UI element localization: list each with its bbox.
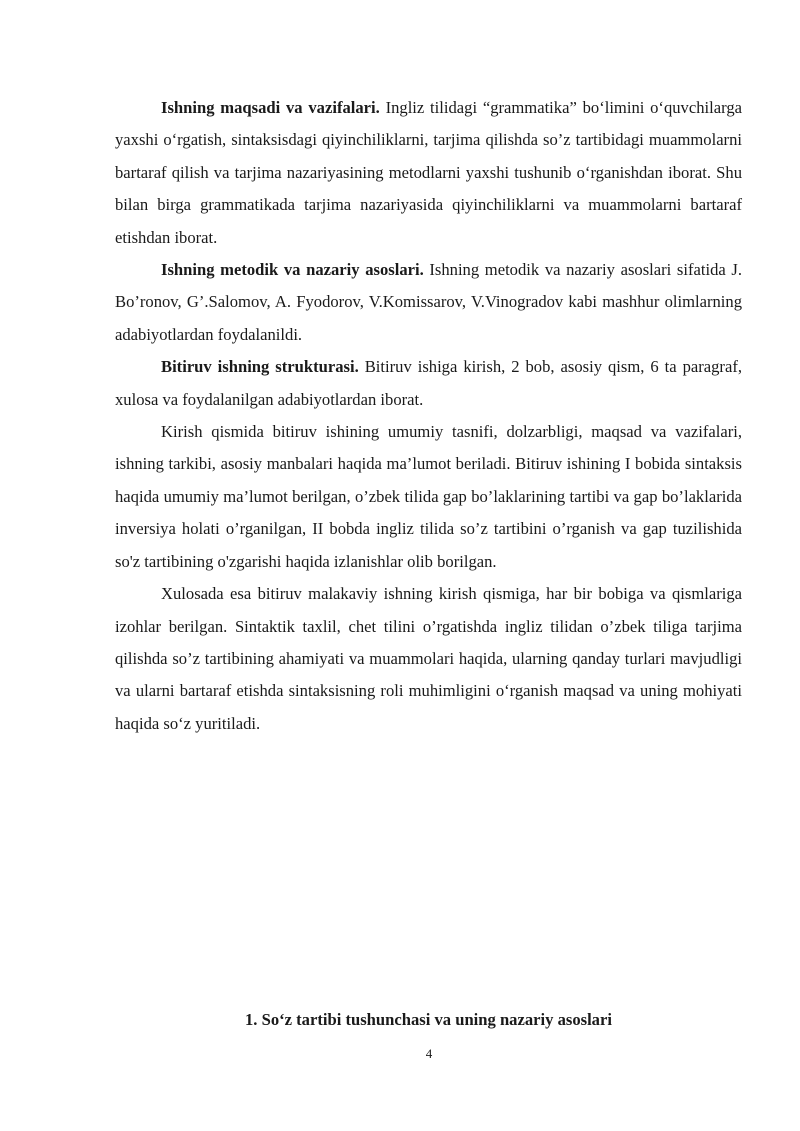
paragraph-heading: Bitiruv ishning strukturasi. — [161, 357, 359, 377]
paragraph-aims — [115, 92, 742, 254]
body-text — [115, 92, 742, 740]
section-heading: 1. So‘z tartibi tushunchasi va uning nazariy asoslari — [245, 1010, 612, 1029]
paragraph-text: Ingliz tilidagi “grammatika” bo‘limini o‘quvchilarga yaxshi o‘rgatish, sintaksisdagi qiyinchiliklarni, tarjima qilishda so’z tartibidagi muammolarni bartaraf qilish va tarjima nazariyasining metodlarni yaxshi tushunib o‘rganishdan iborat. Shu bilan birga grammatikada tarjima nazariyasida qiyinchiliklarni va muammolarni bartaraf etishdan iborat. — [115, 98, 742, 247]
paragraph-introduction — [115, 416, 742, 578]
page-number: 4 — [425, 1046, 433, 1061]
paragraph-text: Xulosada esa bitiruv malakaviy ishning kirish qismiga, har bir bobiga va qismlariga izohlar berilgan. Sintaktik taxlil, chet tilini o’rgatishda ingliz tilidan o’zbek tiliga tarjima qilishda so’z tartibining ahamiyati va muammolari haqida, ularning qanday turlari mavjudligi va ularni bartaraf etishda sintaksisning roli muhimligini o‘rganish maqsad va uning mohiyati haqida so‘z yuritiladi. — [115, 584, 742, 733]
paragraph-heading: Ishning maqsadi va vazifalari. — [161, 98, 380, 117]
paragraph-heading: Ishning metodik va nazariy asoslari. — [161, 260, 424, 280]
paragraph-structure — [115, 351, 742, 416]
paragraph-methodology — [115, 254, 742, 351]
paragraph-conclusion — [115, 578, 742, 740]
paragraph-text: Kirish qismida bitiruv ishining umumiy tasnifi, dolzarbligi, maqsad va vazifalari, ishning tarkibi, asosiy manbalari haqida ma’lumot beriladi. Bitiruv ishining I bobida sintaksis haqida umumiy ma’lumot berilgan, o’zbek tilida gap bo’laklarining tartibi va gap bo’laklarida inversiya holati o’rganilgan, II bobda ingliz tilida so’z tartibini o’rganish va gap tuzilishida so'z tartibining o'zgarishi haqida izlanishlar olib borilgan. — [115, 422, 742, 571]
paragraph-text: Bitiruv ishiga kirish, 2 bob, asosiy qism, 6 ta paragraf, xulosa va foydalanilgan adabiyotlardan iborat. — [115, 357, 742, 409]
paragraph-text: Ishning metodik va nazariy asoslari sifatida J. Bo’ronov, G’.Salomov, A. Fyodorov, V.Komissarov, V.Vinogradov kabi mashhur olimlarning adabiyotlardan foydalanildi. — [115, 260, 742, 344]
